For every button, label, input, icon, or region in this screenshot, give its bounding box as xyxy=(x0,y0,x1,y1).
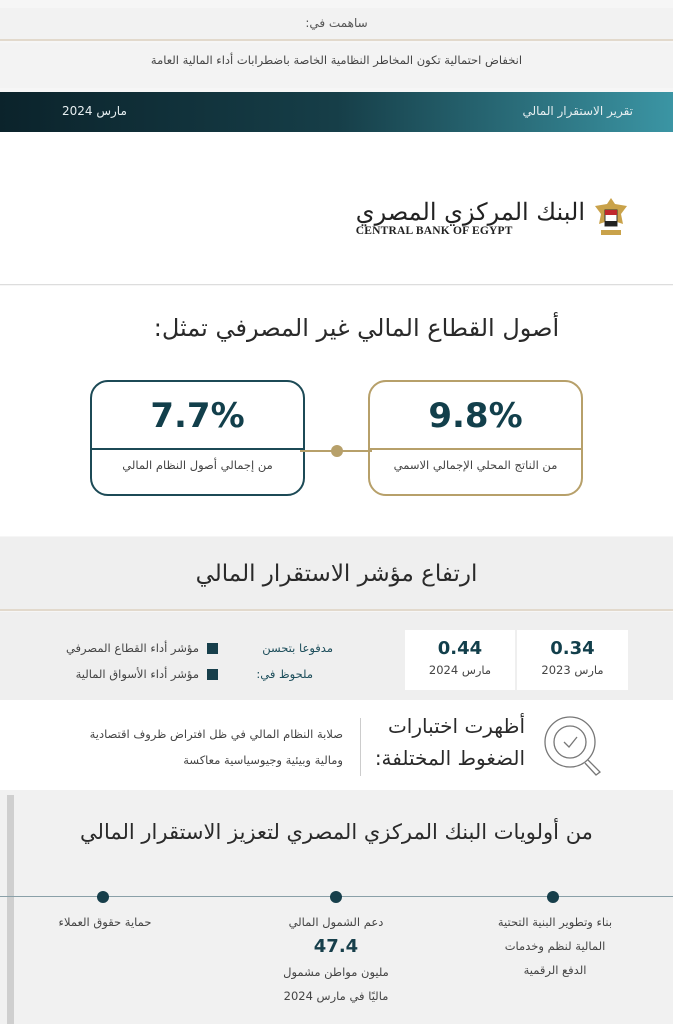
driver-label: مؤشر أداء الأسواق المالية xyxy=(75,667,199,681)
index-title: ارتفاع مؤشر الاستقرار المالي xyxy=(0,537,673,611)
divider xyxy=(360,718,361,776)
system-assets-label: من إجمالي أصول النظام المالي xyxy=(122,458,273,472)
driver-item xyxy=(76,667,218,681)
assets-section xyxy=(0,286,673,536)
square-bullet-icon xyxy=(207,669,218,680)
driver-item xyxy=(66,641,218,655)
priority-text: بناء وتطوير البنية التحتية xyxy=(497,915,613,929)
scrollbar[interactable] xyxy=(7,795,14,1024)
logo-english: CENTRAL BANK OF EGYPT xyxy=(355,225,513,237)
priority-consumer-protection xyxy=(30,910,180,934)
index-2024-card xyxy=(405,630,515,690)
stress-text-line2: ومالية وبيئية وجيوسياسية معاكسة xyxy=(183,753,343,767)
priority-infrastructure xyxy=(470,910,640,982)
connector-dot xyxy=(331,445,343,457)
eagle-emblem-icon xyxy=(593,196,629,240)
priority-text: المالية لنظم وخدمات xyxy=(504,939,606,953)
system-assets-value: 7.7% xyxy=(150,396,245,436)
priority-text: الدفع الرقمية xyxy=(523,963,587,977)
gdp-share-card xyxy=(368,380,583,496)
stress-title-line2: الضغوط المختلفة: xyxy=(374,746,525,770)
stress-test-section xyxy=(0,700,673,790)
assets-title: أصول القطاع المالي غير المصرفي تمثل: xyxy=(153,314,560,342)
priorities-title: من أولويات البنك المركزي المصري لتعزيز الاستقرار المالي xyxy=(80,820,593,844)
contribution-text: انخفاض احتمالية تكون المخاطر النظامية الخاصة باضطرابات أداء المالية العامة xyxy=(0,43,673,88)
index-2023-value: 0.34 xyxy=(550,638,595,659)
timeline-dot xyxy=(330,891,342,903)
gdp-share-label: من الناتج المحلي الإجمالي الاسمي xyxy=(393,458,558,472)
timeline-dot xyxy=(547,891,559,903)
magnifier-check-icon xyxy=(540,712,608,778)
timeline-dot xyxy=(97,891,109,903)
priority-label: دعم الشمول المالي xyxy=(288,915,384,929)
index-2023-card xyxy=(517,630,628,690)
logo-arabic: البنك المركزي المصري xyxy=(355,198,585,226)
priority-inclusion xyxy=(256,910,416,1008)
stress-title-line1: أظهرت اختبارات xyxy=(387,714,525,738)
gdp-share-value: 9.8% xyxy=(428,396,523,436)
cbe-logo xyxy=(356,196,629,240)
contributed-in-header: ساهمت في: xyxy=(0,8,673,41)
driver-label: مؤشر أداء القطاع المصرفي xyxy=(65,641,199,655)
report-title: تقرير الاستقرار المالي xyxy=(522,104,633,118)
report-banner xyxy=(0,92,673,132)
index-2024-value: 0.44 xyxy=(437,638,483,659)
square-bullet-icon xyxy=(207,643,218,654)
driven-line2: ملحوظ في: xyxy=(256,667,313,681)
priority-text: مليون مواطن مشمول xyxy=(283,965,389,979)
priority-text: ماليًا في مارس 2024 xyxy=(283,989,389,1003)
system-assets-card xyxy=(90,380,305,496)
report-date: مارس 2024 xyxy=(62,104,127,118)
index-2023-date: مارس 2023 xyxy=(541,663,604,677)
index-2024-date: مارس 2024 xyxy=(428,663,492,677)
index-section xyxy=(0,612,673,700)
driven-line1: مدفوعا بتحسن xyxy=(262,641,333,655)
logo-section xyxy=(0,132,673,285)
stress-text-line1: صلابة النظام المالي في ظل افتراض ظروف اقتصادية xyxy=(89,727,343,741)
inclusion-value: 47.4 xyxy=(313,936,359,957)
priority-label: حماية حقوق العملاء xyxy=(58,915,152,929)
